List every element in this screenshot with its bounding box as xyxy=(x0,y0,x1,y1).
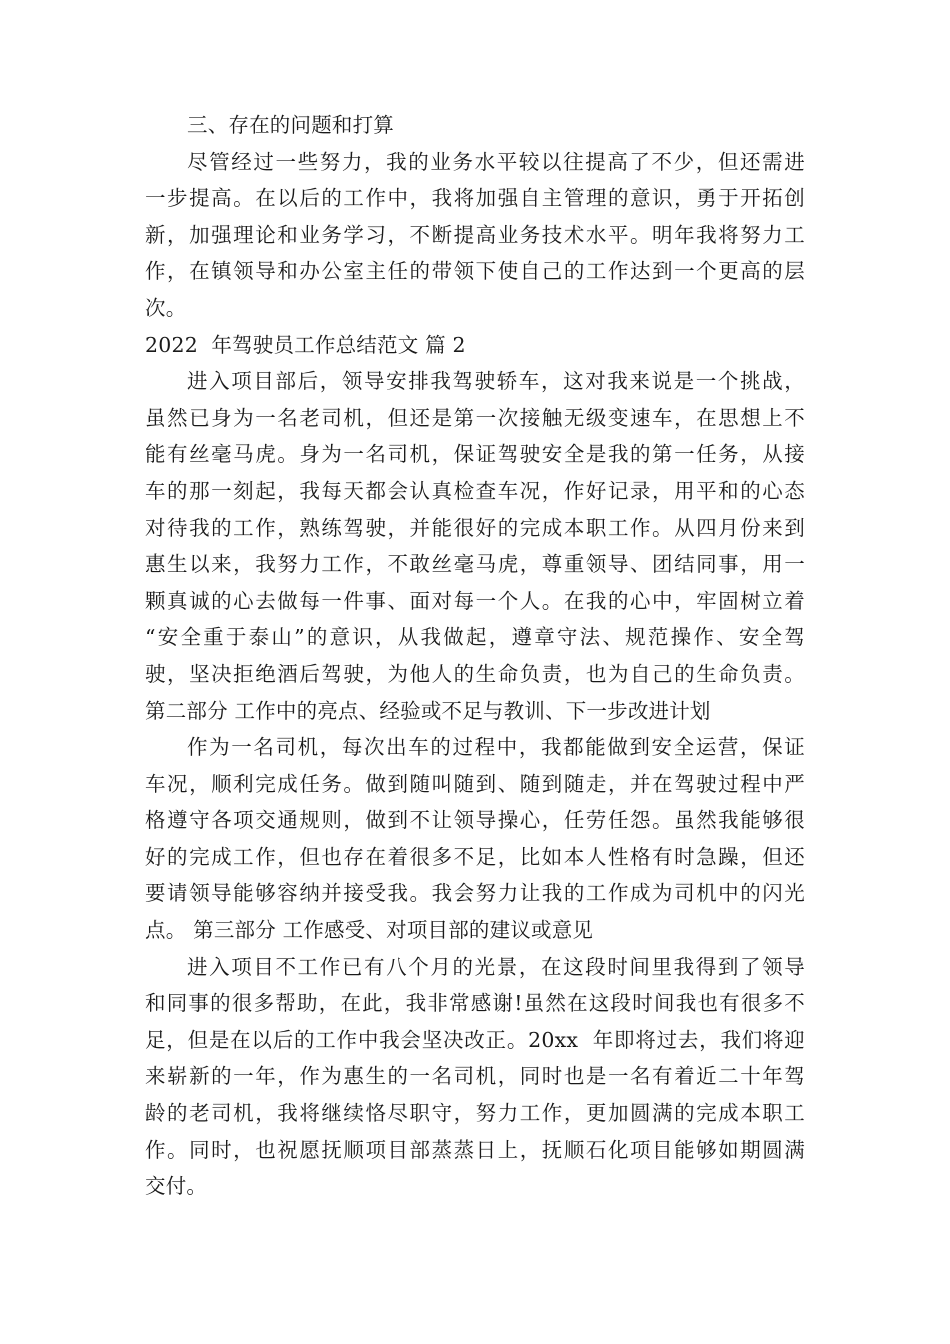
paragraph-line: 惠生以来，我努力工作，不敢丝毫马虎，尊重领导、团结同事，用一 xyxy=(145,552,805,577)
paragraph-line: 作，在镇领导和办公室主任的带领下使自己的工作达到一个更高的层 xyxy=(145,259,805,284)
paragraph-line: 颗真诚的心去做每一件事、面对每一个人。在我的心中，牢固树立着 xyxy=(145,588,805,613)
paragraph-line: 龄的老司机，我将继续恪尽职守，努力工作，更加圆满的完成本职工 xyxy=(145,1101,805,1126)
paragraph-line: 格遵守各项交通规则，做到不让领导操心，任劳任怨。虽然我能够很 xyxy=(145,808,805,833)
article-title: 2022 年驾驶员工作总结范文 篇 2 xyxy=(145,332,466,357)
paragraph-line: 好的完成工作，但也存在着很多不足，比如本人性格有时急躁，但还 xyxy=(145,844,805,869)
paragraph-line: 交付。 xyxy=(145,1174,208,1199)
paragraph-line: 车的那一刻起，我每天都会认真检查车况，作好记录，用平和的心态 xyxy=(145,478,805,503)
paragraph-line: 驶，坚决拒绝酒后驾驶，为他人的生命负责，也为自己的生命负责。 xyxy=(145,661,805,686)
paragraph-line: 虽然已身为一名老司机，但还是第一次接触无级变速车，在思想上不 xyxy=(145,405,805,430)
paragraph-line: 车况，顺利完成任务。做到随叫随到、随到随走，并在驾驶过程中严 xyxy=(145,771,805,796)
paragraph-line: 进入项目不工作已有八个月的光景，在这段时间里我得到了领导 xyxy=(187,954,805,979)
paragraph-line: 一步提高。在以后的工作中，我将加强自主管理的意识，勇于开拓创 xyxy=(145,186,805,211)
paragraph-line: 点。 第三部分 工作感受、对项目部的建议或意见 xyxy=(145,918,594,943)
paragraph-line: 能有丝毫马虎。身为一名司机，保证驾驶安全是我的第一任务，从接 xyxy=(145,442,805,467)
paragraph-line: 尽管经过一些努力，我的业务水平较以往提高了不少，但还需进 xyxy=(187,149,805,174)
paragraph-line: 作为一名司机，每次出车的过程中，我都能做到安全运营，保证 xyxy=(187,735,805,760)
paragraph-line: 对待我的工作，熟练驾驶，并能很好的完成本职工作。从四月份来到 xyxy=(145,515,805,540)
paragraph-line: 进入项目部后，领导安排我驾驶轿车，这对我来说是一个挑战， xyxy=(187,369,805,394)
part-heading: 第二部分 工作中的亮点、经验或不足与教训、下一步改进计划 xyxy=(145,698,711,723)
paragraph-line: “安全重于泰山”的意识，从我做起，遵章守法、规范操作、安全驾 xyxy=(145,625,805,650)
document-page xyxy=(145,107,805,1205)
paragraph-line: 足，但是在以后的工作中我会坚决改正。20xx 年即将过去，我们将迎 xyxy=(145,1027,805,1052)
paragraph-line: 作。同时，也祝愿抚顺项目部蒸蒸日上，抚顺石化项目能够如期圆满 xyxy=(145,1137,805,1162)
paragraph-line: 要请领导能够容纳并接受我。我会努力让我的工作成为司机中的闪光 xyxy=(145,881,805,906)
paragraph-line: 和同事的很多帮助，在此，我非常感谢!虽然在这段时间我也有很多不 xyxy=(145,991,805,1016)
paragraph-line: 来崭新的一年，作为惠生的一名司机，同时也是一名有着近二十年驾 xyxy=(145,1064,805,1089)
paragraph-line: 次。 xyxy=(145,295,187,320)
paragraph-line: 新，加强理论和业务学习，不断提高业务技术水平。明年我将努力工 xyxy=(145,222,805,247)
section-heading: 三、存在的问题和打算 xyxy=(187,113,394,137)
